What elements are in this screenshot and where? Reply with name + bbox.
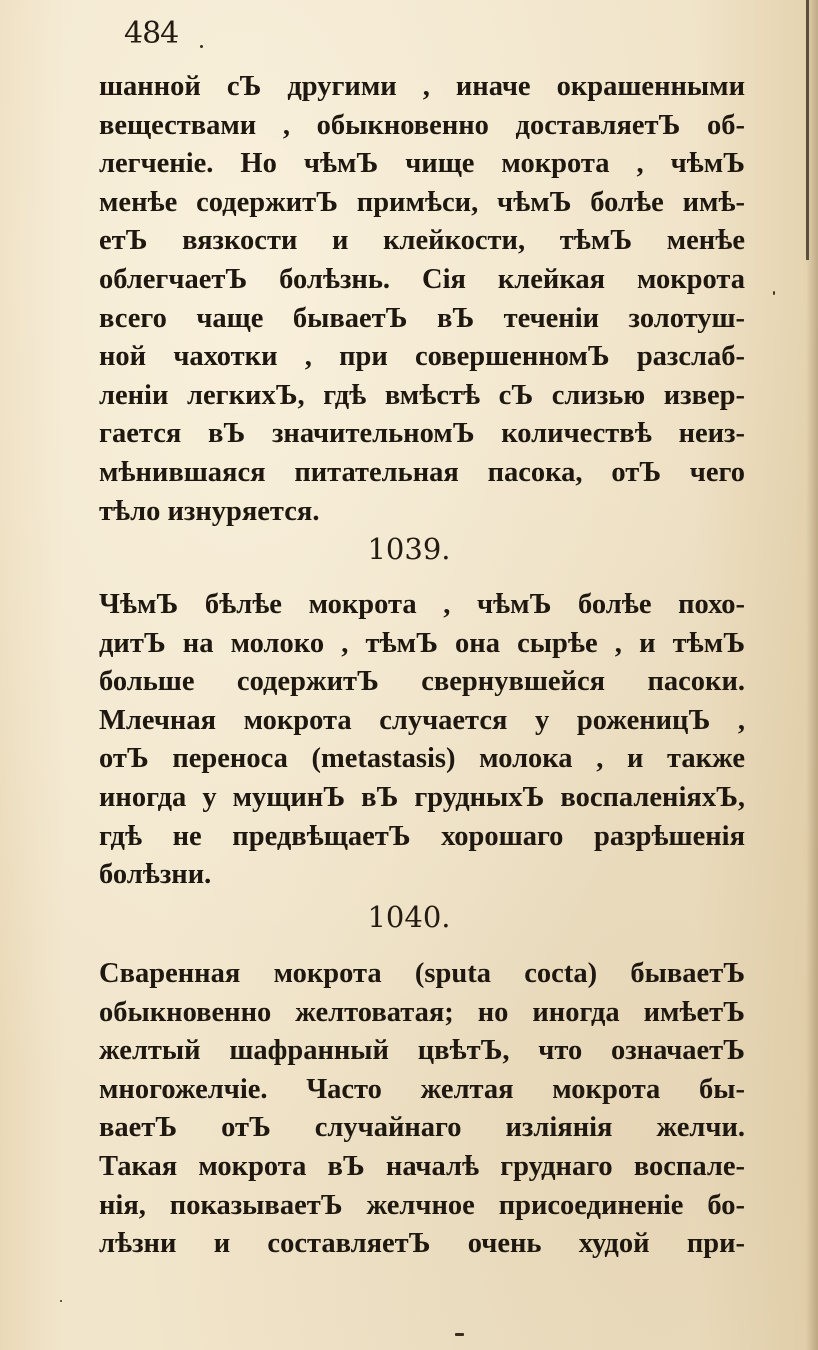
text-line: многожелчіе. Часто желтая мокрота бы- [99, 1073, 745, 1105]
text-line: Млечная мокрота случается у роженицЪ , [99, 704, 745, 736]
text-line: дитЪ на молоко , тѣмЪ она сырѣе , и тѣмЪ [99, 627, 745, 659]
section-number-1040: 1040. [367, 900, 451, 934]
text-line: отЪ переноса (metastasis) молока , и также [99, 743, 745, 775]
text-line: ваетЪ отЪ случайнаго изліянія желчи. [99, 1112, 745, 1144]
paragraph-1040 [99, 955, 745, 1264]
text-line: Такая мокрота вЪ началѣ груднаго воспале- [99, 1150, 745, 1182]
text-line: шанной сЪ другими , иначе окрашенными [99, 71, 745, 102]
text-line: всего чаще бываетЪ вЪ теченіи золотуш- [99, 302, 745, 334]
text-line: гдѣ не предвѣщаетЪ хорошаго разрѣшенія [99, 820, 745, 852]
text-line: больше содержитЪ свернувшейся пасоки. [99, 666, 745, 698]
text-line: нія, показываетЪ желчное присоединеніе бо- [99, 1189, 745, 1221]
page-number: 484 [124, 16, 179, 51]
text-line: болѣзни. [99, 859, 212, 891]
text-line: тѣло изнуряется. [99, 495, 320, 527]
ink-speck [200, 45, 203, 48]
text-line: ЧѣмЪ бѣлѣе мокрота , чѣмЪ болѣе похо- [99, 589, 745, 620]
text-line: легченіе. Но чѣмЪ чище мокрота , чѣмЪ [99, 148, 745, 180]
section-number-1039: 1039. [367, 532, 451, 566]
text-line: леніи легкихЪ, гдѣ вмѣстѣ сЪ слизью извер- [99, 379, 745, 411]
text-line: етЪ вязкости и клейкости, тѣмЪ менѣе [99, 225, 745, 257]
text-line: мѣнившаяся питательная пасока, отЪ чего [99, 456, 745, 488]
text-line: Сваренная мокрота (sputa cocta) бываетЪ [99, 958, 745, 989]
text-line: менѣе содержитЪ примѣси, чѣмЪ болѣе имѣ- [99, 186, 745, 218]
text-line: гается вЪ значительномЪ количествѣ неиз- [99, 418, 745, 450]
text-line: облегчаетЪ болѣзнь. Сія клейкая мокрота [99, 263, 745, 295]
text-line: иногда у мущинЪ вЪ грудныхЪ воспаленіяхЪ, [99, 781, 745, 813]
page-edge-line [806, 0, 809, 260]
paragraph-continuation [99, 68, 745, 531]
text-line: обыкновенно желтоватая; но иногда имѣетЪ [99, 996, 745, 1028]
paragraph-1039 [99, 586, 745, 895]
text-line: желтый шафранный цвѣтЪ, что означаетЪ [99, 1035, 745, 1067]
text-line: веществами , обыкновенно доставляетЪ об- [99, 109, 745, 141]
text-line: лѣзни и составляетЪ очень худой при- [99, 1228, 745, 1260]
ink-speck [60, 1300, 62, 1302]
ink-speck [455, 1333, 464, 1336]
text-line: ной чахотки , при совершенномЪ разслаб- [99, 341, 745, 373]
ink-speck [773, 291, 775, 295]
